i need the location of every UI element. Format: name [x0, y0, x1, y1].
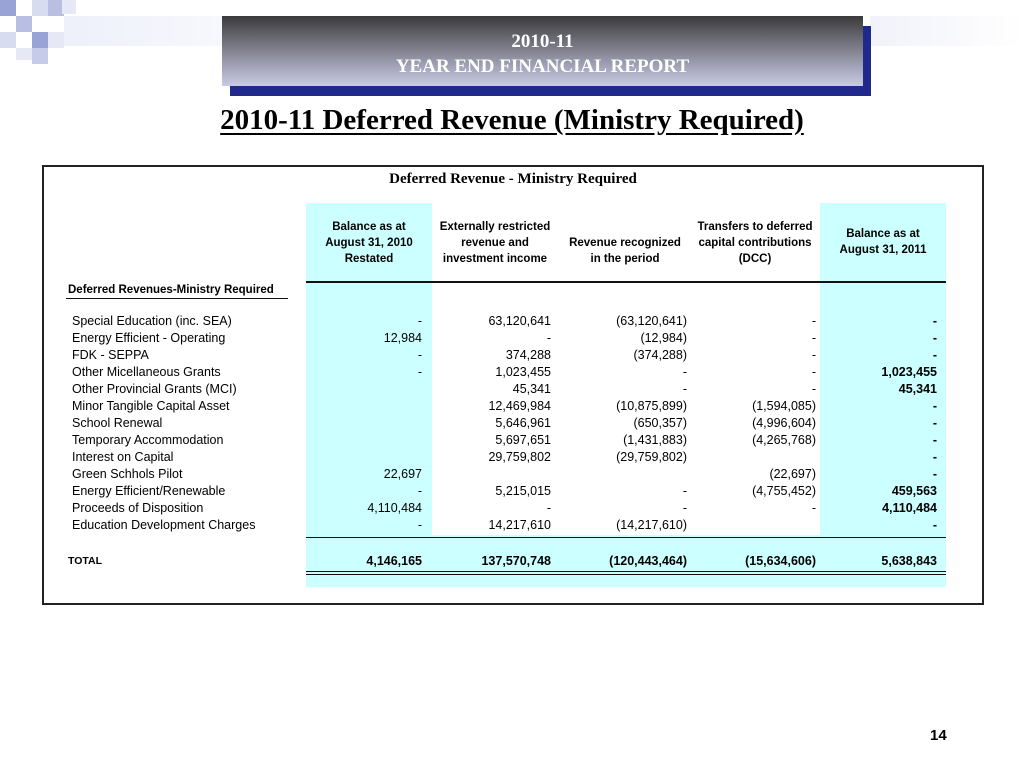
column-header-closing-balance	[820, 226, 946, 258]
column-header-external-revenue	[432, 219, 558, 267]
page-title	[0, 104, 1024, 137]
table-row	[44, 433, 982, 450]
row-label: Other Provincial Grants (MCI)	[72, 382, 237, 396]
row-label: Green Schhols Pilot	[72, 467, 183, 481]
table-cell: 12,984	[383, 331, 422, 345]
page-number: 14	[930, 727, 947, 744]
total-row	[44, 554, 982, 571]
row-label: Energy Efficient/Renewable	[72, 484, 226, 498]
table-row	[44, 484, 982, 501]
total-double-rule-2	[306, 574, 946, 575]
table-cell: 22,697	[383, 467, 422, 481]
row-label: Minor Tangible Capital Asset	[72, 399, 230, 413]
column-header-line: Transfers to deferred	[697, 221, 813, 233]
table-cell: -	[932, 450, 937, 464]
table-cell: (374,288)	[633, 348, 687, 362]
table-cell: (29,759,802)	[616, 450, 687, 464]
table-cell: -	[546, 331, 551, 345]
row-label: School Renewal	[72, 416, 163, 430]
total-cell: (120,443,464)	[609, 554, 687, 568]
table-cell: -	[417, 484, 422, 498]
table-cell: -	[682, 365, 687, 379]
banner-year: 2010-11	[511, 31, 574, 52]
table-cell: -	[417, 314, 422, 328]
table-cell: -	[546, 501, 551, 515]
column-header-opening-balance	[306, 219, 432, 267]
table-cell: -	[417, 365, 422, 379]
table-cell: 459,563	[891, 484, 937, 498]
table-title: Deferred Revenue - Ministry Required	[389, 171, 637, 187]
table-cell: 5,697,651	[495, 433, 551, 447]
table-cell: -	[932, 416, 937, 430]
header-rule	[306, 281, 946, 283]
column-header-line: (DCC)	[738, 253, 772, 265]
table-row	[44, 450, 982, 467]
page-title-text: 2010-11 Deferred Revenue (Ministry Required)	[220, 104, 804, 136]
row-label: Special Education (inc. SEA)	[72, 314, 232, 328]
total-label: TOTAL	[68, 555, 103, 567]
table-cell: -	[932, 518, 937, 532]
table-row	[44, 416, 982, 433]
section-label-underline	[66, 298, 288, 299]
column-header-line: revenue and	[461, 237, 529, 249]
column-header-transfers-dcc	[690, 219, 820, 267]
table-row	[44, 518, 982, 535]
table-cell: -	[932, 348, 937, 362]
table-cell: (10,875,899)	[616, 399, 687, 413]
total-cell: (15,634,606)	[745, 554, 816, 568]
table-cell: -	[682, 382, 687, 396]
table-row	[44, 501, 982, 518]
column-header-line: in the period	[590, 253, 660, 265]
table-cell: (14,217,610)	[616, 518, 687, 532]
table-cell: -	[811, 365, 816, 379]
table-cell: 1,023,455	[495, 365, 551, 379]
column-header-line: Revenue recognized	[569, 237, 681, 249]
row-label: Temporary Accommodation	[72, 433, 224, 447]
column-header-line: August 31, 2011	[839, 244, 927, 256]
row-label: Education Development Charges	[72, 518, 256, 532]
row-label: FDK - SEPPA	[72, 348, 149, 362]
table-cell: (4,755,452)	[752, 484, 816, 498]
table-cell: 4,110,484	[882, 501, 937, 515]
column-header-revenue-recognized	[560, 235, 690, 267]
table-cell: -	[811, 382, 816, 396]
table-cell: -	[932, 433, 937, 447]
total-cell: 137,570,748	[481, 554, 551, 568]
table-row	[44, 331, 982, 348]
table-cell: 1,023,455	[881, 365, 937, 379]
table-row	[44, 314, 982, 331]
table-cell: -	[932, 467, 937, 481]
table-cell: -	[932, 314, 937, 328]
table-cell: -	[417, 518, 422, 532]
table-row	[44, 467, 982, 484]
total-double-rule-1	[306, 571, 946, 572]
table-cell: -	[811, 314, 816, 328]
header-banner	[222, 16, 863, 86]
table-cell: 4,110,484	[367, 501, 422, 515]
table-cell: -	[811, 331, 816, 345]
table-cell: 45,341	[512, 382, 551, 396]
table-cell: 5,646,961	[495, 416, 551, 430]
table-cell: -	[417, 348, 422, 362]
column-header-line: investment income	[442, 253, 548, 265]
table-row	[44, 365, 982, 382]
table-cell: (63,120,641)	[616, 314, 687, 328]
table-row	[44, 382, 982, 399]
table-cell: -	[682, 501, 687, 515]
table-cell: 29,759,802	[488, 450, 551, 464]
column-header-line: August 31, 2010	[325, 237, 413, 249]
column-header-line: Balance as at	[846, 228, 920, 240]
table-row	[44, 348, 982, 365]
table-cell: -	[932, 399, 937, 413]
table-cell: -	[811, 501, 816, 515]
row-label: Other Micellaneous Grants	[72, 365, 221, 379]
table-cell: -	[932, 331, 937, 345]
table-cell: 374,288	[505, 348, 551, 362]
table-cell: (12,984)	[640, 331, 687, 345]
table-cell: 14,217,610	[488, 518, 551, 532]
column-header-line: Restated	[344, 253, 394, 265]
column-header-line: Externally restricted	[439, 221, 551, 233]
table-cell: 12,469,984	[488, 399, 551, 413]
table-cell: (1,594,085)	[752, 399, 816, 413]
total-cell: 4,146,165	[366, 554, 422, 568]
banner-subtitle: YEAR END FINANCIAL REPORT	[395, 56, 690, 77]
total-top-rule	[306, 537, 946, 538]
table-cell: (22,697)	[769, 467, 816, 481]
table-cell: (4,265,768)	[752, 433, 816, 447]
column-header-line: Balance as at	[332, 221, 406, 233]
table-cell: (1,431,883)	[623, 433, 687, 447]
column-header-line: capital contributions	[698, 237, 812, 249]
total-cell: 5,638,843	[881, 554, 937, 568]
section-label: Deferred Revenues-Ministry Required	[68, 284, 274, 296]
table-frame	[42, 165, 984, 605]
row-label: Energy Efficient - Operating	[72, 331, 226, 345]
table-cell: (650,357)	[633, 416, 687, 430]
row-label: Proceeds of Disposition	[72, 501, 204, 515]
table-row	[44, 399, 982, 416]
table-cell: 45,341	[898, 382, 937, 396]
table-cell: -	[682, 484, 687, 498]
row-label: Interest on Capital	[72, 450, 174, 464]
table-cell: 5,215,015	[495, 484, 551, 498]
table-cell: 63,120,641	[488, 314, 551, 328]
table-cell: -	[811, 348, 816, 362]
table-cell: (4,996,604)	[752, 416, 816, 430]
